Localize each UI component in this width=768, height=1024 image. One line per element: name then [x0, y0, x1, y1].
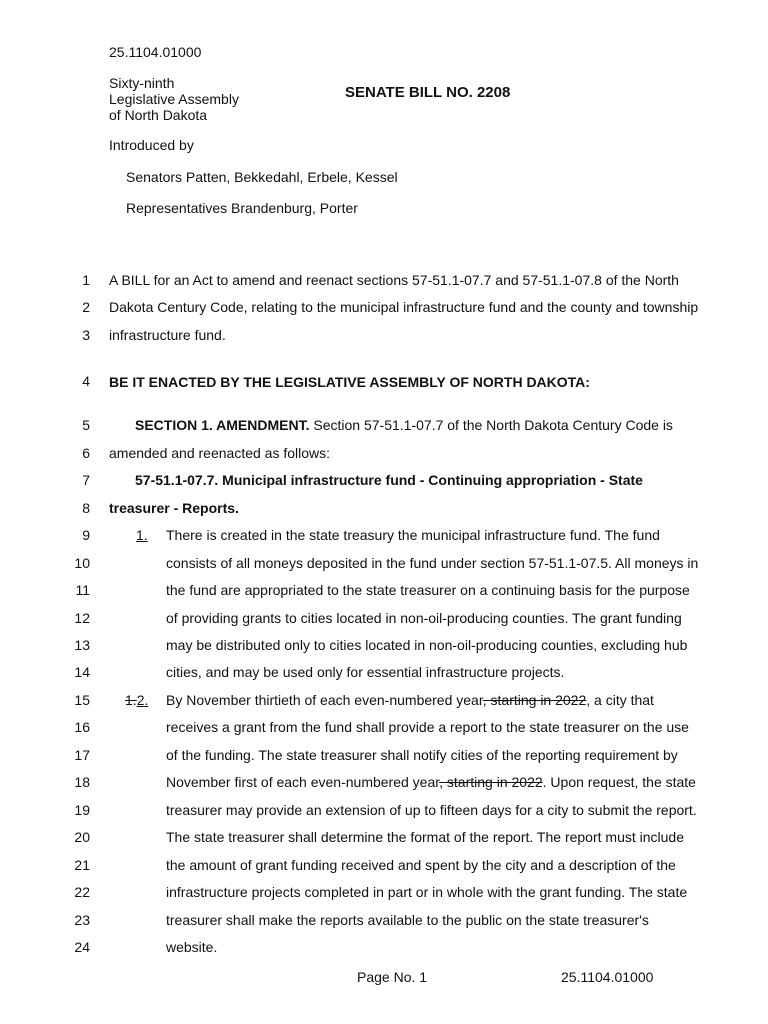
subsection-marker: [125, 692, 148, 708]
line-text: treasurer shall make the reports available to the public on the state treasurer's: [166, 912, 649, 928]
line-text: may be distributed only to cities located in non-oil-producing counties, excluding hub: [166, 637, 688, 653]
line-text: The state treasurer shall determine the format of the report. The report must include: [166, 829, 684, 845]
line-text: infrastructure fund.: [109, 327, 226, 343]
line-text: infrastructure projects completed in part or in whole with the grant funding. The state: [166, 884, 688, 900]
bill-title: SENATE BILL NO. 2208: [345, 84, 511, 101]
line-text: cities, and may be used only for essential infrastructure projects.: [166, 664, 565, 680]
line-number: 23: [74, 912, 90, 928]
line-number: 16: [74, 719, 90, 735]
inserted-text: 2.: [136, 692, 149, 708]
line-number: 24: [74, 939, 90, 955]
assembly-line-1: Sixty-ninth: [109, 75, 175, 91]
deleted-text: , starting in 2022: [482, 692, 587, 708]
document-id: 25.1104.01000: [109, 44, 202, 60]
line-number: 21: [74, 857, 90, 873]
deleted-text: , starting in 2022: [439, 774, 543, 790]
line-number: 2: [82, 299, 90, 315]
line-number: 20: [74, 829, 90, 845]
line-number: 5: [82, 417, 90, 433]
line-text: amended and reenacted as follows:: [109, 445, 331, 461]
line-number: 19: [74, 802, 90, 818]
line-text: November first of each even-numbered year, starting in 2022. Upon request, the state: [166, 774, 696, 790]
line-number: 1: [82, 272, 90, 288]
line-text: the fund are appropriated to the state treasurer on a continuing basis for the purpose: [166, 582, 690, 598]
line-text: consists of all moneys deposited in the fund under section 57-51.1-07.5. All moneys in: [166, 555, 699, 571]
introduced-by: Introduced by: [109, 137, 194, 153]
footer-document-id: 25.1104.01000: [561, 969, 654, 985]
line-text: A BILL for an Act to amend and reenact sections 57-51.1-07.7 and 57-51.1-07.8 of the North: [109, 272, 679, 288]
line-number: 22: [74, 884, 90, 900]
senators-list: Senators Patten, Bekkedahl, Erbele, Kessel: [126, 169, 398, 185]
line-text: Section 57-51.1-07.7 of the North Dakota Century Code is: [309, 417, 673, 433]
statute-heading: treasurer - Reports.: [109, 500, 239, 516]
enacting-clause: BE IT ENACTED BY THE LEGISLATIVE ASSEMBLY OF NORTH DAKOTA:: [109, 374, 590, 390]
line-number: 3: [82, 327, 90, 343]
line-number: 18: [74, 774, 90, 790]
line-text: of the funding. The state treasurer shall notify cities of the reporting requirement by: [166, 747, 678, 763]
line-text: Dakota Century Code, relating to the municipal infrastructure fund and the county and township: [109, 299, 699, 315]
line-text: of providing grants to cities located in non-oil-producing counties. The grant funding: [166, 610, 682, 626]
line-text: the amount of grant funding received and spent by the city and a description of the: [166, 857, 676, 873]
line-number: 6: [82, 445, 90, 461]
assembly-line-3: of North Dakota: [109, 107, 208, 123]
line-text: There is created in the state treasury the municipal infrastructure fund. The fund: [166, 527, 660, 543]
line-number: 13: [74, 637, 90, 653]
section-heading-line: [135, 417, 673, 433]
representatives-list: Representatives Brandenburg, Porter: [126, 200, 358, 216]
line-text: website.: [166, 939, 218, 955]
line-number: 17: [74, 747, 90, 763]
line-text: By November thirtieth of each even-numbered year, starting in 2022, a city that: [166, 692, 654, 708]
line-number: 8: [82, 500, 90, 516]
line-number: 9: [82, 527, 90, 543]
line-text: receives a grant from the fund shall provide a report to the state treasurer on the use: [166, 719, 689, 735]
assembly-block: [109, 75, 239, 123]
line-number: 7: [82, 472, 90, 488]
line-text: treasurer may provide an extension of up to fifteen days for a city to submit the report.: [166, 802, 697, 818]
line-number: 14: [74, 664, 90, 680]
line-number: 15: [74, 692, 90, 708]
page-number: Page No. 1: [357, 969, 428, 985]
line-number: 4: [82, 373, 90, 389]
inserted-text: 1.: [136, 527, 148, 543]
subsection-marker: [136, 527, 148, 543]
assembly-line-2: Legislative Assembly: [109, 91, 239, 107]
line-number: 12: [74, 610, 90, 626]
line-number: 10: [74, 555, 90, 571]
deleted-text: 1.: [125, 692, 137, 708]
section-label: SECTION 1. AMENDMENT.: [135, 417, 310, 433]
line-number: 11: [75, 582, 90, 598]
statute-heading: 57-51.1-07.7. Municipal infrastructure fund - Continuing appropriation - State: [135, 472, 643, 488]
